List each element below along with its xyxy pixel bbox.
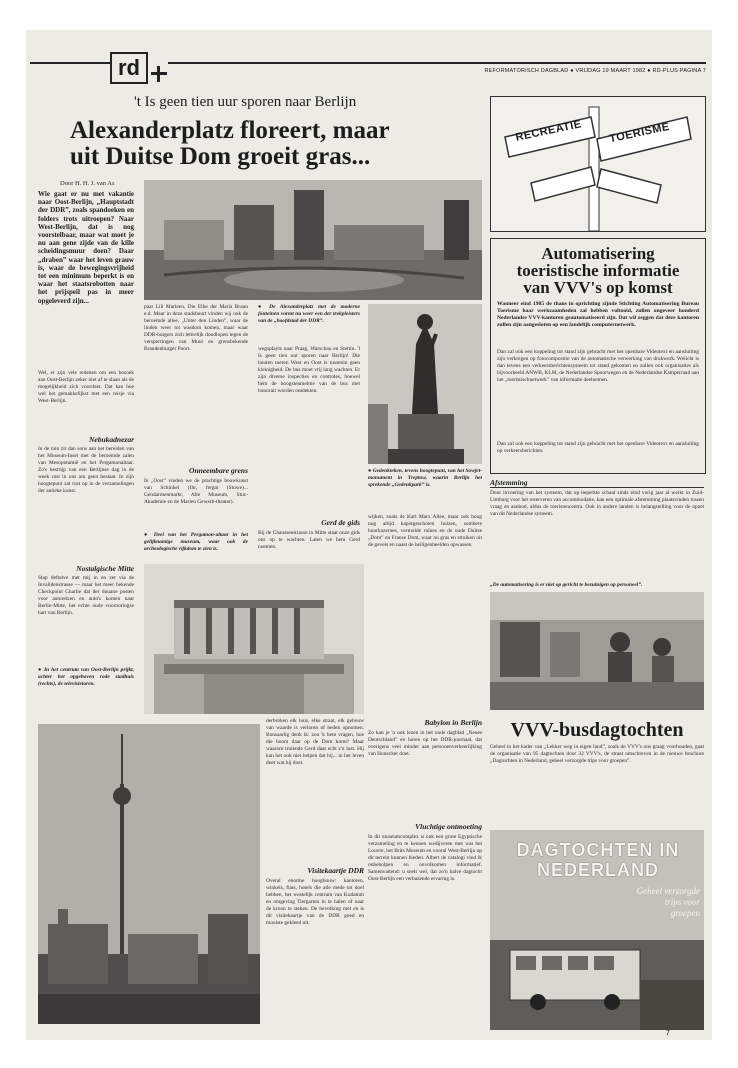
byline: Door H. H. J. van As bbox=[60, 180, 115, 187]
article-body-col1c: Stap deftalve met mij in en zet via de Invalidenstrasse — maar het meer bekende Checkpoint Charlie dat der douane posten voor autoreizen en auto's komen naar Berlin-Mitte, het echte oude voorooriogse hart van Berlijn. bbox=[38, 575, 134, 616]
article-body-col1b: In de tuin zit dan sons aan het bereiden van het Museum-Insel met de beroemde zalen van Mesopotamië en het Pergamonaltaar. Zo's bestrijp van een Berlijnse dag in de week rust in ons om geen bestaat. In zijn hoogtepunt zat rust op in de verzamelingen der antieke kunst. bbox=[38, 446, 134, 494]
masthead-rule-left bbox=[30, 62, 110, 64]
sidebar-body-1: Dan zal ook een koppeling tot stand zijn gebracht met het openbare Videotext en aansluiting zijn verkregen op fotocompositie van de automatische verwerking van drukwerk. Welicht is dan tevens een verkeersberichtensysteem tot stand gekomen en zullen ook organisaties als bijvoorbeeld ANWB, KLM, de Nederlandse Spoorwegen en de Nederlandse Kamperraad aan het „toeristischnetwerk” van informatie deelnemen. bbox=[497, 349, 699, 383]
article-body-col4c: In dit museumcomplex is ook een grote Egyptische verzameling en te kennen wedijveren met wat het Louvre, het Brits Museum en vooral West-Berlijn op dit terrein kunnen bieden. Albert de catalogi vind ik onbeholpen en onvolkomen informatief. Samenvattend: u snelt wel, dat zo'n halve dagtocht Oost-Berlijn een verbazende ervaring is. bbox=[368, 834, 482, 882]
article-body-col1a: Wel, er zijn vele redenen om een bezoek aan Oost-Berlijn zeker niet af te slaan als de mogelijkheid zich voordoet. Dat kan hoe wel het gemakkelijkst met een reisje via West-Berlijn. bbox=[38, 370, 134, 404]
caption-pergamon: ● Deel van het Pergamon-altaar in het gelijknamige museum, waar ook de archeologische rijkdom te zien is. bbox=[144, 532, 248, 552]
sign-recreatie-toerisme bbox=[490, 96, 706, 232]
masthead-rule-right bbox=[168, 62, 706, 64]
sidebar-title-line-3: van VVV's op komst bbox=[523, 278, 673, 297]
sidebar-article-box bbox=[490, 238, 706, 474]
sidebar-body-3: Door invoering van het systeem, dat op beperkte schaal sinds eind vorig jaar al werkt in Zuid-Limburg voor het reserveren van accommodatie, kan een optimale afstemming plaatsvinden tussen vraag en aanbod, aldus de toeristencentra. Ook in andere landen is belangstelling voor de opzet van dit Nederlandse systeem. bbox=[490, 490, 704, 517]
caption-center-berlin: ● In het centrum van Oost-Berlijn prijkt, achter het opgehoven rode stadhuis (rechts), de televisietoren. bbox=[38, 667, 134, 687]
photo-tv-tower bbox=[38, 724, 260, 1024]
masthead-logo: rd bbox=[110, 52, 148, 84]
article-body-col4a: wijken, zoals de Karl Marx Allee, maar ook hoog nog altijd kapotgeschoten huizen, sombere huurkazernes, vermolde ruïnes en de oude Duitse „Dom” en Franse Dom, waar nu gras en struiken uit de gevels en naast de heiligenbeelden opwassen. bbox=[368, 514, 482, 548]
subhead-nostalgische-mitte: Nostalgische Mitte bbox=[76, 564, 134, 573]
bus-sub-2: trips voor bbox=[664, 897, 700, 907]
bus-sign-sub bbox=[600, 886, 700, 919]
sidebar-intro: Wanneer eind 1985 de thans in oprichting zijnde Stichting Automatisering Bureau Toerisme haar werkzaamheden zal hebben voltooid, zullen ongeveer honderd Nederlandse VVV-kantoren geautomatiseerd zijn. Dat wil zeggen dat deze kantoren zullen zijn aangesloten op een landelijk computernetwerk. bbox=[497, 301, 699, 328]
newspaper-page bbox=[26, 30, 712, 1040]
article-body-col3a: wegsplayts naar Praag, Warschau en Stettin. 'l Is geen tien uur sporen naar Berlijn! Die houten toeren West en Oost is tussenin geen kleinigheid. De bus moet vrij lang wachten. Er zijn diverse inspecties en controles, hoewel hém de hoogstenmelme van de bus met honorair worden ontdekten. bbox=[258, 346, 360, 394]
headline-line-1: Alexanderplatz floreert, maar bbox=[70, 117, 390, 144]
sidebar-title bbox=[491, 245, 705, 296]
subhead-afstemming: Afstemming bbox=[490, 478, 704, 488]
publication-name: REFORMATORISCH DAGBLAD bbox=[484, 68, 569, 74]
article-kicker: 't Is geen tien uur sporen naar Berlijn bbox=[134, 94, 357, 110]
article-body-col2a: paar Lili Marleen, Die Elbe der Maria Braun e.d. Maar in deze stadsbuurt vinden wij ook de beroemde allee, „Unter den Linden”, waar de linden weer tot wasdom komen, maar waar DDR-burgers zich lettrelijk doodlopen tegen de versperringen van Muur en grensbekende Brandenburger Poort. bbox=[144, 304, 248, 352]
article-body-col4b: Zo kan je 'n ook lezen in het oude dagblad „Neues Deutschland” en horen op het DDR-journaal, dat overigens veel minder aan personenverheerlijking van Honecker doet. bbox=[368, 730, 482, 757]
header-line: REFORMATORISCH DAGBLAD ● VRIJDAG 19 MAART 1982 ● RD-PLUS PAGINA 7 bbox=[484, 68, 706, 74]
subhead-vluchtige: Vluchtige ontmoeting bbox=[415, 822, 482, 831]
busdagtochten-body: Geheel in het kader van „Lekker weg in eigen land”, zoals de VVV's ons graag voorhouden, gaat de organisatie van 95 dagtochten door 32 VVV's, de straat omschreven in de nieuwe brochure „Dagtochten in Nederland, geheel verzorgde trips voor groepen”. bbox=[490, 744, 704, 764]
bus-sub-3: groepen bbox=[670, 908, 700, 918]
headline-line-2: uit Duitse Dom groeit gras... bbox=[70, 143, 371, 170]
section-page: RD-PLUS PAGINA 7 bbox=[652, 68, 706, 74]
caption-office: „De automatisering is er niet op gericht te bezuinigen op personeel”. bbox=[490, 582, 643, 588]
bus-sub-1: Geheel verzorgde bbox=[636, 886, 700, 896]
article-body-col5b: Overal enorme hoogbouw: kantoren, winkels, flats, hotels die alle mede tot doel hebben, het westelijk centrum van Kudamm en omgeving Tiergarten in te halen of naar de kroon te steken. De bevolking met en is dit visitekaartje van de DDR goed en mooiste gekleed uit. bbox=[266, 878, 364, 926]
article-headline bbox=[70, 118, 480, 170]
sidebar-title-line-1: Automatisering bbox=[541, 244, 655, 263]
masthead-ornament bbox=[151, 66, 167, 82]
bus-sign-line-2: NEDERLAND bbox=[536, 860, 659, 880]
photo-soviet-memorial bbox=[368, 304, 482, 464]
photo-alexanderplatz bbox=[144, 180, 482, 300]
caption-alexanderplatz: ● De Alexanderplatz met de moderne fonteinen vormt nu weer een der trekpleisters van de „hoofdstad der DDR”. bbox=[258, 304, 360, 324]
subhead-visitekaartje: Visitekaartje DDR bbox=[307, 866, 364, 875]
photo-vvv-office bbox=[490, 592, 704, 710]
subhead-onneembare-grens: Onneembare grens bbox=[189, 466, 248, 475]
bus-sign bbox=[498, 840, 698, 880]
photo-pergamon bbox=[144, 564, 364, 714]
bus-sign-line-1: DAGTOCHTEN IN bbox=[516, 840, 680, 860]
article-body-col3b: Bij de Chausseestrasse in Mitte staat onze gids ons op te wachten. Laten we hem Gerd noemen. bbox=[258, 530, 360, 550]
issue-date: VRIJDAG 19 MAART 1982 bbox=[575, 68, 646, 74]
sign-right-text: TOERISME bbox=[608, 120, 671, 146]
busdagtochten-title: VVV-busdagtochten bbox=[510, 719, 684, 741]
sidebar-body-2: Dan zal ook een koppeling tot stand zijn gebracht met het openbare Videotext en aansluiting op verkeersberichten. bbox=[497, 441, 699, 454]
subhead-babylon: Babylon in Berlijn bbox=[424, 718, 482, 727]
photo-bus-dagtochten bbox=[490, 830, 704, 1030]
page-number: 7 bbox=[666, 1030, 670, 1037]
caption-soviet-memorial: ● Gedenkteken, tevens hoogtepunt, van het Sowjet-monument in Treptow, waarin Berlijn het sprekende „Gedenkpark” is. bbox=[368, 468, 482, 488]
sign-left-text: RECREATIE bbox=[514, 118, 583, 144]
article-body-col5a: derbroken elk huis, elke straat, elk gebouw van waarde is verloren of heden opnomen. Bonsaarlig denk ik: zou 'k hem vragen, hoe die boom daar op de Dom komt? Maar waarom truiende Gerd daat echt z'n lust. Hij kan het ook niet helpen dat hij... in het leven doet wat hij doet. bbox=[266, 718, 364, 766]
sidebar-title-line-2: toeristische informatie bbox=[516, 261, 680, 280]
article-lead: Wie gaat er nu met vakantie naar Oost-Berlijn, „Hauptstadt der DDR”, zoals spandoeken en folders trots uitroepen? Naar West-Berlijn, dat is nog voorstelbaar, maar wat moet je nu aan gene zijde van de kille scheidingsmuur doen? Daar „draben” waar het leven grauw is, waar de bewegingsvrijheid tot een minimum beperkt is en waar het staatsrobotten naar het prijspeil pas in meer opgeleverd zijn... bbox=[38, 190, 134, 305]
article-body-col2b: In „Oost” vinden we de prachtige bouwkunst van Schinkel (Ihr, fergat (Stuwe)... Gendarmenmarkt, Alte Museum, Stuc-Akademie en de Marien Gewerb-theater). bbox=[144, 478, 248, 505]
subhead-nebukadnezar: Nebukadnezar bbox=[88, 435, 134, 444]
subhead-gerd-de-gids: Gerd de gids bbox=[321, 518, 360, 527]
